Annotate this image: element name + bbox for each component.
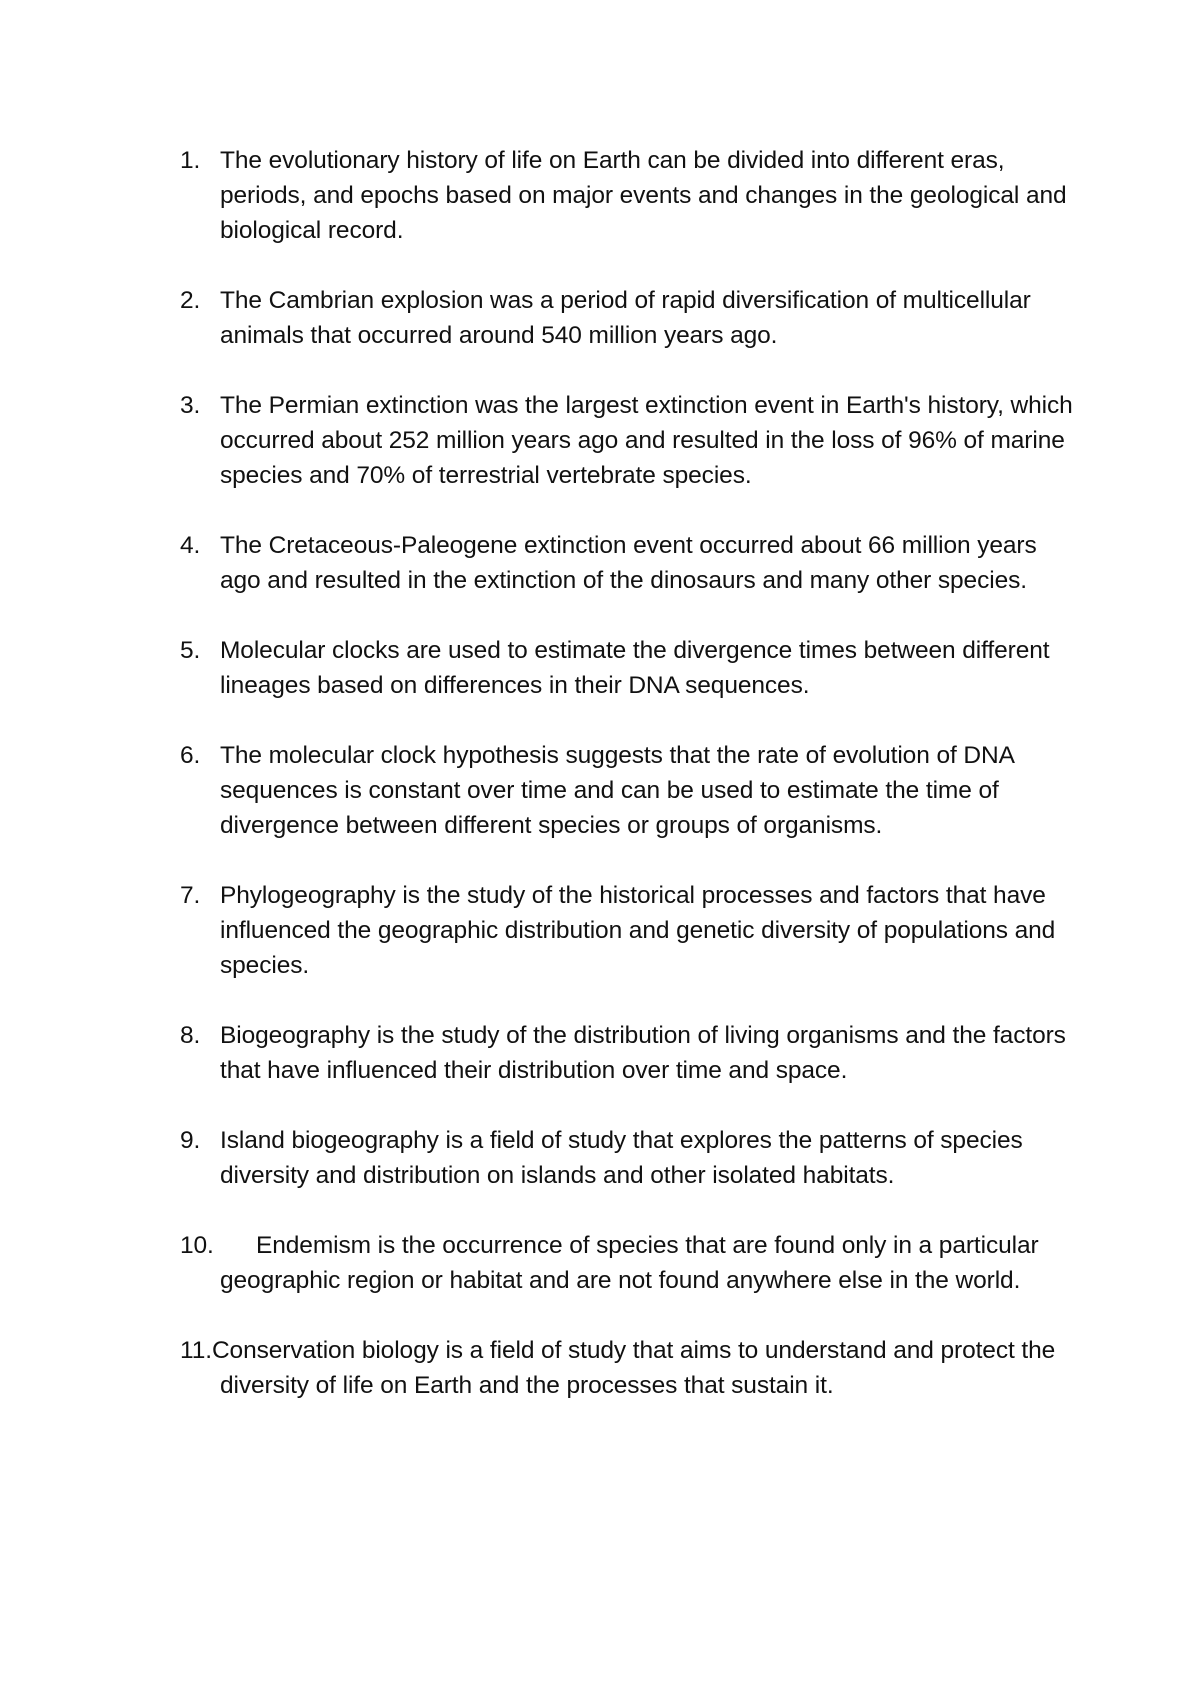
list-text: The Cretaceous-Paleogene extinction event occurred about 66 million years ago and resulted in the extinction of the dinosaurs and many other species. — [220, 532, 1037, 594]
list-item — [180, 633, 1080, 703]
list-number: 9. — [180, 1127, 201, 1154]
list-item — [180, 1018, 1080, 1088]
list-number: 1. — [180, 147, 201, 174]
list-text: The Permian extinction was the largest extinction event in Earth's history, which occurred about 252 million years ago and resulted in the loss of 96% of marine species and 70% of terrestrial vertebrate species. — [220, 392, 1073, 489]
list-text: Conservation biology is a field of study that aims to understand and protect the diversity of life on Earth and the processes that sustain it. — [211, 1337, 1056, 1399]
list-item — [180, 143, 1080, 248]
list-text: The Cambrian explosion was a period of rapid diversification of multicellular animals that occurred around 540 million years ago. — [220, 287, 1031, 349]
numbered-list — [180, 143, 1080, 1438]
list-item — [180, 738, 1080, 843]
list-number: 4. — [180, 532, 201, 559]
list-text: The evolutionary history of life on Earth can be divided into different eras, periods, and epochs based on major events and changes in the geological and biological record. — [220, 147, 1067, 244]
list-item — [180, 388, 1080, 493]
list-number: 2. — [180, 287, 201, 314]
list-text: Island biogeography is a field of study that explores the patterns of species diversity and distribution on islands and other isolated habitats. — [220, 1127, 1023, 1189]
list-text: Biogeography is the study of the distribution of living organisms and the factors that have influenced their distribution over time and space. — [220, 1022, 1066, 1084]
list-item — [180, 528, 1080, 598]
list-item — [180, 878, 1080, 983]
list-text: Phylogeography is the study of the historical processes and factors that have influenced the geographic distribution and genetic diversity of populations and species. — [220, 882, 1056, 979]
list-number: 11. — [180, 1337, 212, 1364]
list-number: 6. — [180, 742, 201, 769]
list-text: The molecular clock hypothesis suggests that the rate of evolution of DNA sequences is constant over time and can be used to estimate the time of divergence between different species or groups of organisms. — [220, 742, 1014, 839]
list-item — [180, 1228, 1080, 1298]
list-number: 5. — [180, 637, 201, 664]
list-number: 3. — [180, 392, 201, 419]
list-item — [180, 283, 1080, 353]
list-number: 8. — [180, 1022, 201, 1049]
list-text: Endemism is the occurrence of species that are found only in a particular geographic region or habitat and are not found anywhere else in the world. — [220, 1232, 1039, 1294]
list-number: 10. — [180, 1232, 214, 1259]
list-number: 7. — [180, 882, 201, 909]
list-item — [180, 1123, 1080, 1193]
list-item — [180, 1333, 1080, 1403]
list-text: Molecular clocks are used to estimate the divergence times between different lineages based on differences in their DNA sequences. — [220, 637, 1050, 699]
